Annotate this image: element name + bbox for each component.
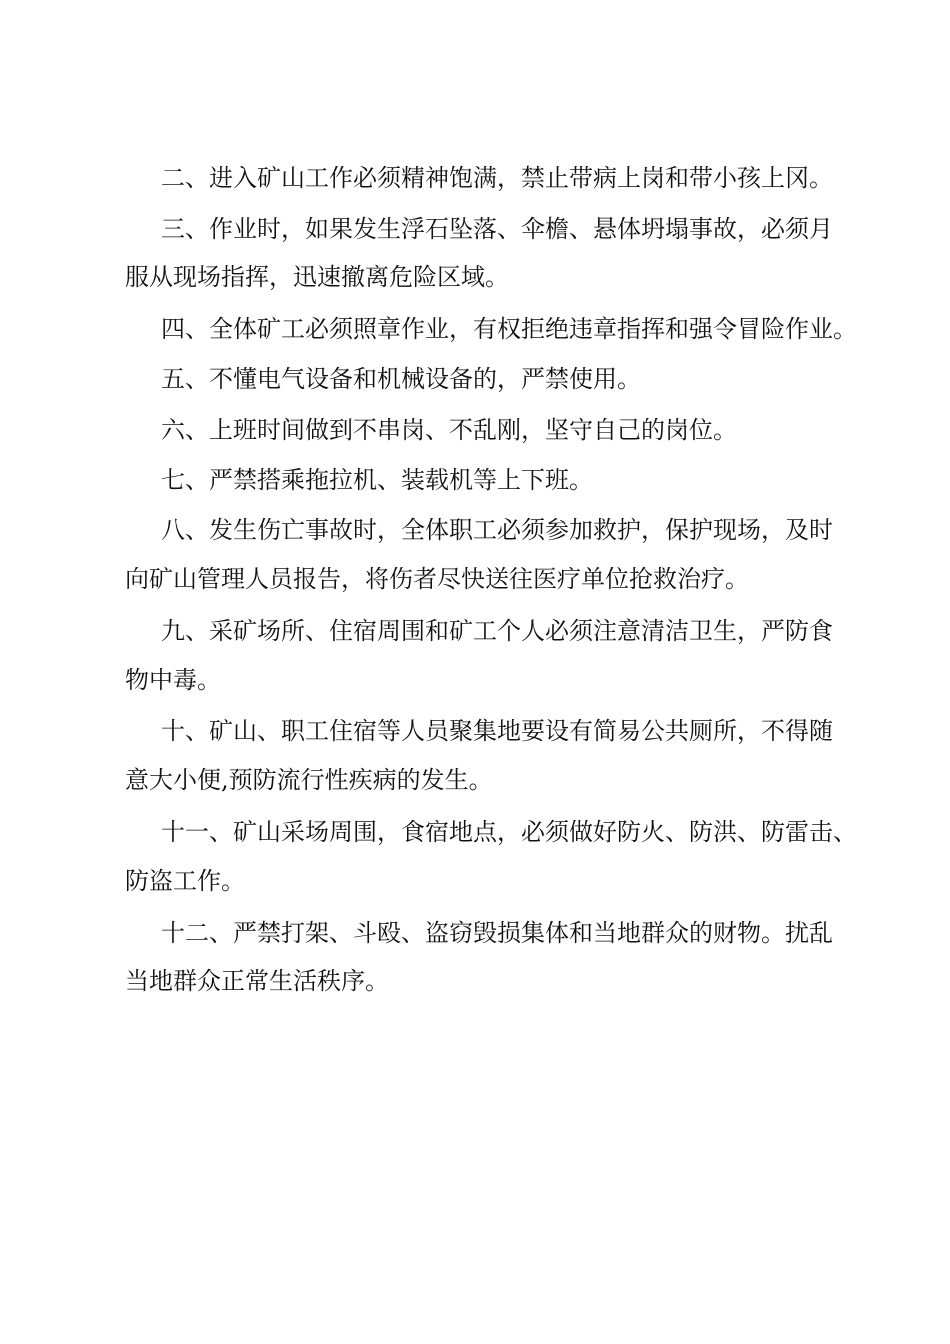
- clause-9-line-1: 九、采矿场所、住宿周围和矿工个人必须注意清洁卫生，严防食: [161, 617, 833, 645]
- clause-4-line-1: 四、全体矿工必须照章作业，有权拒绝违章指挥和强令冒险作业。: [161, 315, 857, 343]
- clause-10-line-1: 十、矿山、职工住宿等人员聚集地要设有简易公共厕所，不得随: [161, 717, 833, 745]
- clause-11-line-2: 防盗工作。: [125, 867, 245, 895]
- clause-12-line-1: 十二、严禁打架、斗殴、盗窃毁损集体和当地群众的财物。扰乱: [161, 919, 833, 947]
- clause-11-line-1: 十一、矿山采场周围，食宿地点，必须做好防火、防洪、防雷击、: [161, 818, 857, 846]
- clause-9-line-2: 物中毒。: [125, 666, 221, 694]
- clause-8-line-1: 八、发生伤亡事故时，全体职工必须参加救护，保护现场，及时: [161, 516, 833, 544]
- clause-3-line-1: 三、作业时，如果发生浮石坠落、伞檐、悬体坍塌事故，必须月: [161, 215, 833, 243]
- clause-10-line-2: 意大小便,预防流行性疾病的发生。: [125, 766, 493, 794]
- clause-5-line-1: 五、不懂电气设备和机械设备的，严禁使用。: [161, 365, 641, 393]
- clause-12-line-2: 当地群众正常生活秩序。: [125, 967, 389, 995]
- clause-2-line-1: 二、进入矿山工作必须精神饱满，禁止带病上岗和带小孩上冈。: [161, 164, 833, 192]
- clause-7-line-1: 七、严禁搭乘拖拉机、装载机等上下班。: [161, 466, 593, 494]
- clause-6-line-1: 六、上班时间做到不串岗、不乱刚，坚守自己的岗位。: [161, 416, 737, 444]
- clause-8-line-2: 向矿山管理人员报告，将伤者尽快送往医疗单位抢救治疗。: [125, 565, 749, 593]
- clause-3-line-2: 服从现场指挥，迅速撤离危险区域。: [125, 263, 509, 291]
